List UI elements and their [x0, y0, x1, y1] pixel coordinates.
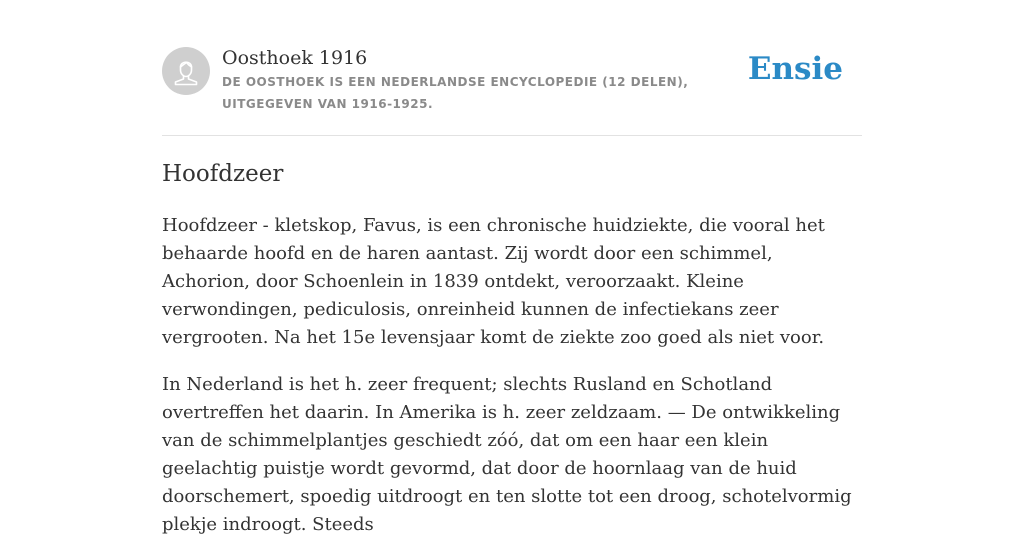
source-name[interactable]: Oosthoek 1916: [222, 47, 368, 69]
article-paragraph: Hoofdzeer - kletskop, Favus, is een chronische huidziekte, die vooral het behaarde hoofd en de haren aantast. Zij wordt door een schimmel, Achorion, door Schoenlein in 1839 ontdekt, veroorzaakt. Kleine verwondingen, pediculosis, onreinheid kunnen de infectiekans zeer vergrooten. Na het 15e levensjaar komt de ziekte zoo goed als niet voor.: [162, 215, 825, 348]
page: [162, 0, 862, 535]
header-divider: [162, 135, 862, 136]
brand-logo[interactable]: Ensie: [747, 51, 843, 87]
user-silhouette-icon: [162, 47, 210, 95]
page-title: Hoofdzeer: [162, 161, 284, 187]
source-description: DE OOSTHOEK IS EEN NEDERLANDSE ENCYCLOPEDIE (12 DELEN), UITGEGEVEN VAN 1916-1925.: [222, 75, 689, 111]
avatar[interactable]: [162, 47, 210, 95]
article-body: [162, 212, 862, 558]
source-header: [162, 46, 862, 136]
article-paragraph: In Nederland is het h. zeer frequent; slechts Rusland en Schotland overtreffen het daarin. In Amerika is h. zeer zeldzaam. — De ontwikkeling van de schimmelplantjes geschiedt zóó, dat om een haar een klein geelachtig puistje wordt gevormd, dat door de hoornlaag van de huid doorschemert, spoedig uitdroogt en ten slotte tot een droog, schotelvormig plekje indroogt. Steeds: [162, 374, 852, 535]
